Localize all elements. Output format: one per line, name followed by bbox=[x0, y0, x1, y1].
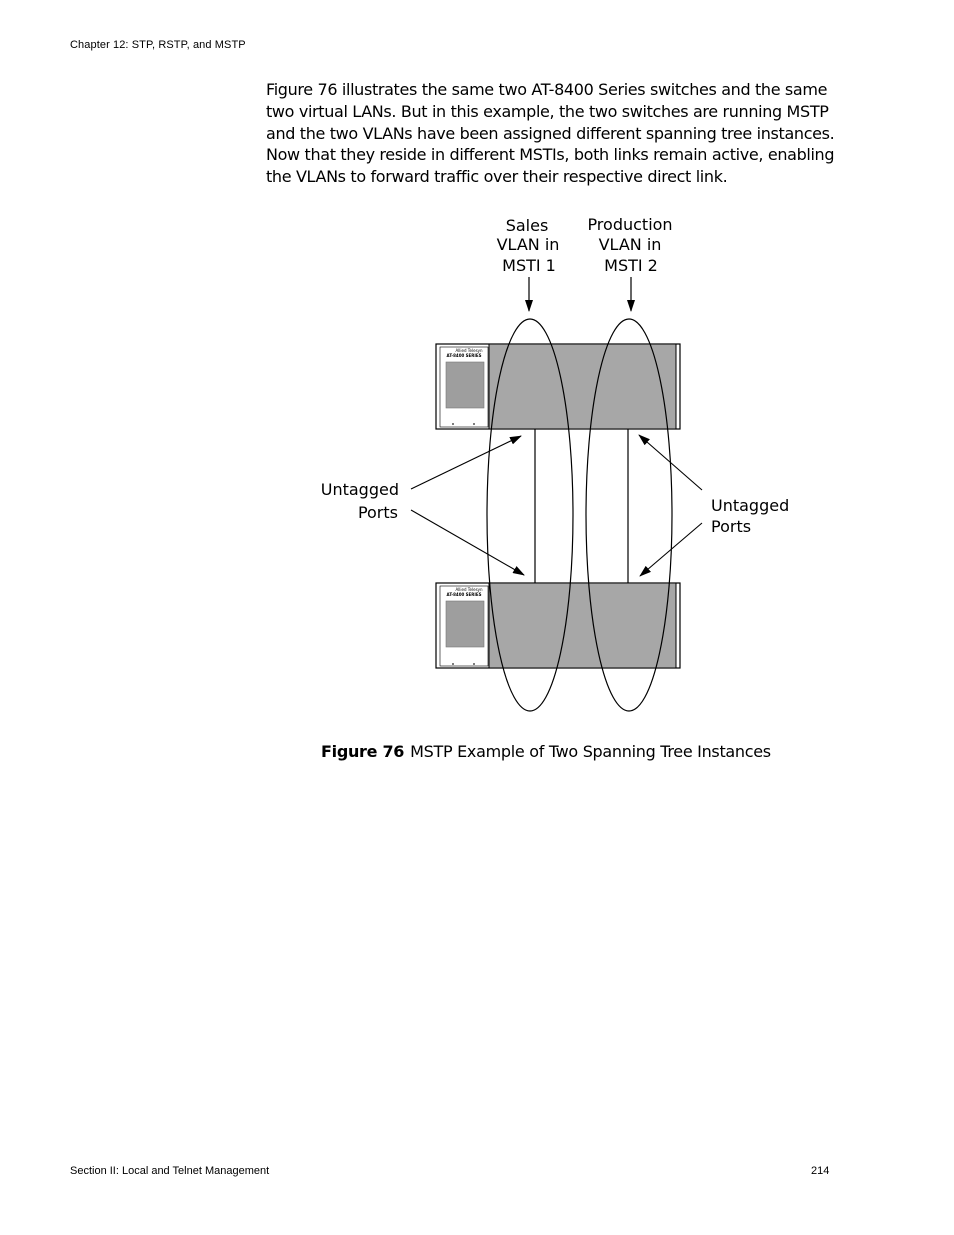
bottom-switch-panel bbox=[446, 601, 484, 647]
untagged-left-line-1: Untagged bbox=[320, 480, 399, 499]
figure-caption bbox=[321, 742, 771, 761]
sales-label-line-3: MSTI 1 bbox=[502, 256, 556, 275]
bottom-switch-brand: Allied Telesyn bbox=[455, 587, 483, 592]
sales-vlan-label bbox=[497, 216, 560, 275]
figure-number: Figure 76 bbox=[321, 742, 405, 761]
page-number: 214 bbox=[811, 1165, 830, 1177]
production-label-line-1: Production bbox=[587, 215, 673, 234]
production-label-line-3: MSTI 2 bbox=[604, 256, 658, 275]
top-switch-brand: Allied Telesyn bbox=[455, 348, 483, 353]
untagged-left-arrow-top bbox=[411, 436, 521, 489]
untagged-left-line-2: Ports bbox=[357, 503, 398, 522]
bottom-switch bbox=[436, 583, 680, 668]
production-vlan-label bbox=[587, 215, 672, 275]
untagged-right-arrow-top bbox=[639, 435, 702, 490]
untagged-right-line-1: Untagged bbox=[711, 496, 790, 515]
sales-label-line-2: VLAN in bbox=[496, 235, 560, 254]
untagged-right-line-2: Ports bbox=[711, 517, 752, 536]
production-label-line-2: VLAN in bbox=[598, 235, 662, 254]
bottom-switch-model: AT-8400 SERIES bbox=[446, 592, 482, 597]
figure-caption-text: MSTP Example of Two Spanning Tree Instances bbox=[410, 742, 771, 761]
untagged-ports-right-label bbox=[711, 496, 789, 536]
top-switch bbox=[436, 344, 680, 429]
top-switch-model: AT-8400 SERIES bbox=[446, 353, 482, 358]
untagged-ports-left-label bbox=[321, 480, 399, 522]
top-switch-panel bbox=[446, 362, 484, 408]
running-footer-section: Section II: Local and Telnet Management bbox=[70, 1165, 270, 1177]
body-paragraph: Figure 76 illustrates the same two AT-8400 Series switches and the same two virtual LANs. But in this example, the two switches are running MSTP and the two VLANs have been assigned different spanning tree instances. Now that they reside in different MSTIs, both links remain active, enabling the VLANs to forward traffic over their respective direct link. bbox=[266, 80, 835, 187]
running-header: Chapter 12: STP, RSTP, and MSTP bbox=[70, 39, 246, 51]
untagged-left-arrow-bottom bbox=[411, 510, 524, 575]
sales-label-line-1: Sales bbox=[505, 216, 549, 235]
